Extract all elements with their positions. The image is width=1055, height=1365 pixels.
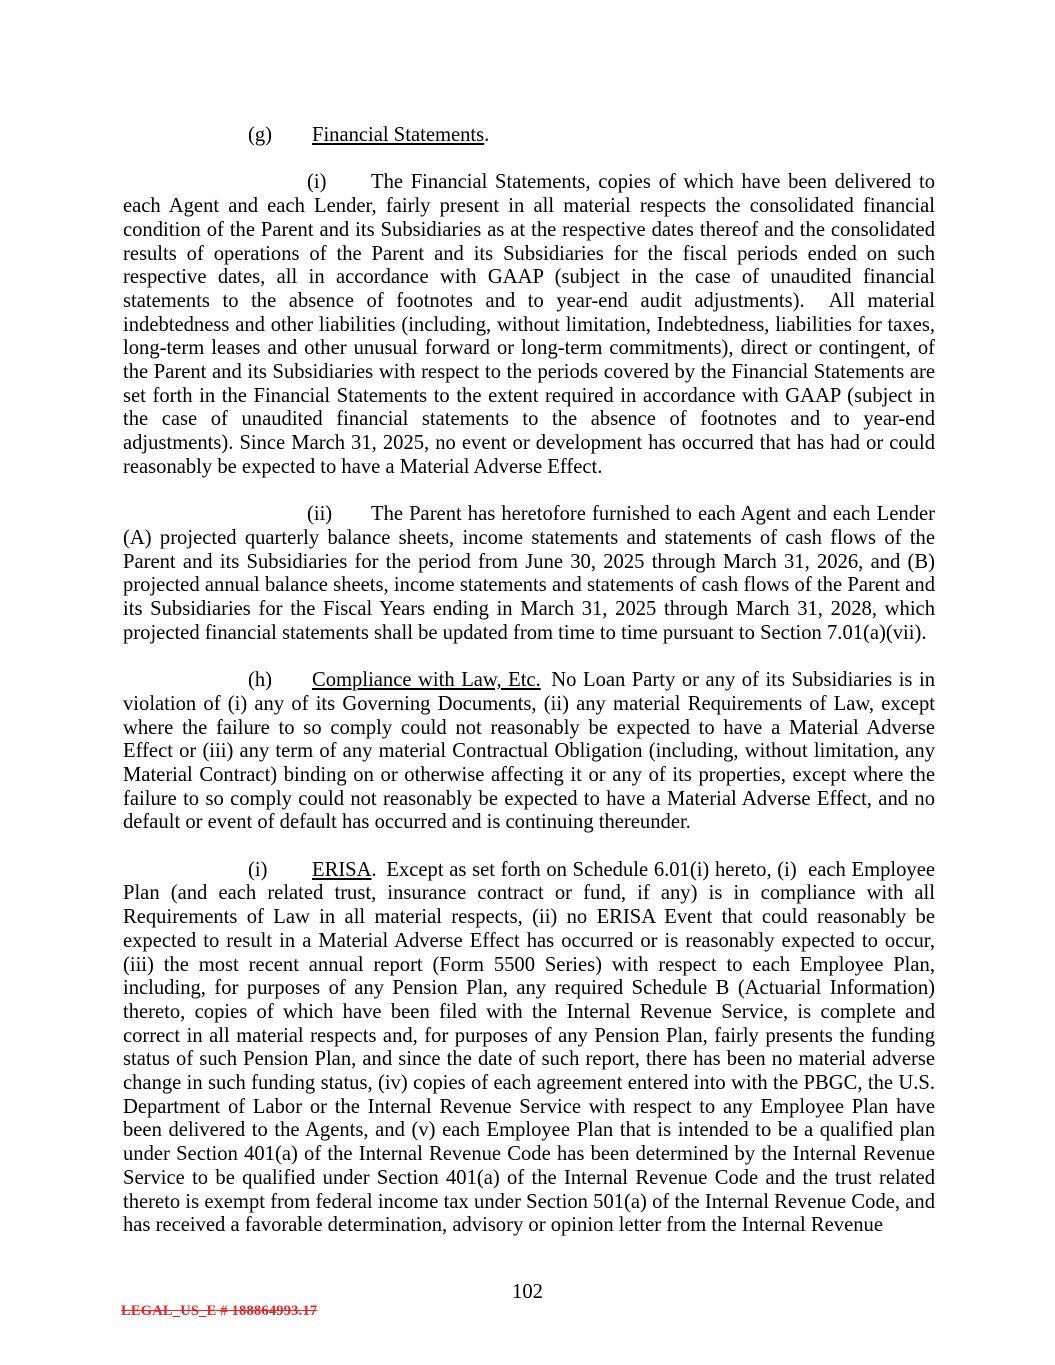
paragraph-i-erisa-label: (i)	[248, 858, 268, 881]
paragraph-g-ii-label: (ii)	[307, 503, 333, 526]
paragraph-h-text: No Loan Party or any of its Subsidiaries is in violation of (i) any of its Governing Documents, (ii) any material Requirements of Law, except where the failure to so comply could not reasonably be expected to have a Material Adverse Effect or (iii) any term of any material Contractual Obligation (including, without limitation, any Material Contract) binding on or otherwise affecting it or any of its properties, except where the failure to so comply could not reasonably be expected to have a Material Adverse Effect, and no default or event of default has occurred and is continuing thereunder.	[123, 669, 935, 834]
paragraph-g-i	[123, 171, 935, 479]
paragraph-g-i-text: The Financial Statements, copies of which have been delivered to each Agent and each Lender, fairly present in all material respects the consolidated financial condition of the Parent and its Subsidiaries as at the respective dates thereof and the consolidated results of operations of the Parent and its Subsidiaries for the fiscal periods ended on such respective dates, all in accordance with GAAP (subject in the case of unaudited financial statements to the absence of footnotes and to year-end audit adjustments). All material indebtedness and other liabilities (including, without limitation, Indebtedness, liabilities for taxes, long-term leases and other unusual forward or long-term commitments), direct or contingent, of the Parent and its Subsidiaries with respect to the periods covered by the Financial Statements are set forth in the Financial Statements to the extent required in accordance with GAAP (subject in the case of unaudited financial statements to the absence of footnotes and to year-end adjustments). Since March 31, 2025, no event or development has occurred that has had or could reasonably be expected to have a Material Adverse Effect.	[123, 171, 935, 478]
paragraph-h	[123, 669, 935, 835]
paragraph-i-erisa	[123, 859, 935, 1238]
paragraph-i-erisa-title-period: .	[371, 858, 377, 881]
section-g-heading	[123, 124, 935, 148]
paragraph-i-erisa-text: Except as set forth on Schedule 6.01(i) hereto, (i) each Employee Plan (and each related trust, insurance contract or fund, if any) is in compliance with all Requirements of Law in all material respects, (ii) no ERISA Event that could reasonably be expected to result in a Material Adverse Effect has occurred or is reasonably expected to occur, (iii) the most recent annual report (Form 5500 Series) with respect to each Employee Plan, including, for purposes of any Pension Plan, any required Schedule B (Actuarial Information) thereto, copies of which have been filed with the Internal Revenue Service, is complete and correct in all material respects and, for purposes of any Pension Plan, fairly presents the funding status of such Pension Plan, and since the date of such report, there has been no material adverse change in such funding status, (iv) copies of each agreement entered into with the PBGC, the U.S. Department of Labor or the Internal Revenue Service with respect to any Employee Plan have been delivered to the Agents, and (v) each Employee Plan that is intended to be a qualified plan under Section 401(a) of the Internal Revenue Code has been determined by the Internal Revenue Service to be qualified under Section 401(a) of the Internal Revenue Code and the trust related thereto is exempt from federal income tax under Section 501(a) of the Internal Revenue Code, and has received a favorable determination, advisory or opinion letter from the Internal Revenue	[123, 858, 935, 1237]
paragraph-g-ii	[123, 503, 935, 645]
paragraph-h-title: Compliance with Law, Etc.	[312, 669, 541, 692]
document-body	[123, 124, 935, 1262]
paragraph-h-label: (h)	[248, 669, 273, 692]
paragraph-i-erisa-title: ERISA	[312, 858, 372, 881]
section-g-title-period: .	[484, 124, 490, 146]
page-number: 102	[512, 1281, 543, 1303]
legal-reference: LEGAL_US_E # 188864993.17	[121, 1303, 318, 1319]
paragraph-g-i-label: (i)	[307, 171, 327, 194]
paragraph-g-ii-text: The Parent has heretofore furnished to each Agent and each Lender (A) projected quarterly balance sheets, income statements and statements of cash flows of the Parent and its Subsidiaries for the period from June 30, 2025 through March 31, 2026, and (B) projected annual balance sheets, income statements and statements of cash flows of the Parent and its Subsidiaries for the Fiscal Years ending in March 31, 2025 through March 31, 2028, which projected financial statements shall be updated from time to time pursuant to Section 7.01(a)(vii).	[123, 503, 935, 644]
section-g-label: (g)	[248, 124, 273, 146]
section-g-title: Financial Statements	[312, 124, 485, 146]
